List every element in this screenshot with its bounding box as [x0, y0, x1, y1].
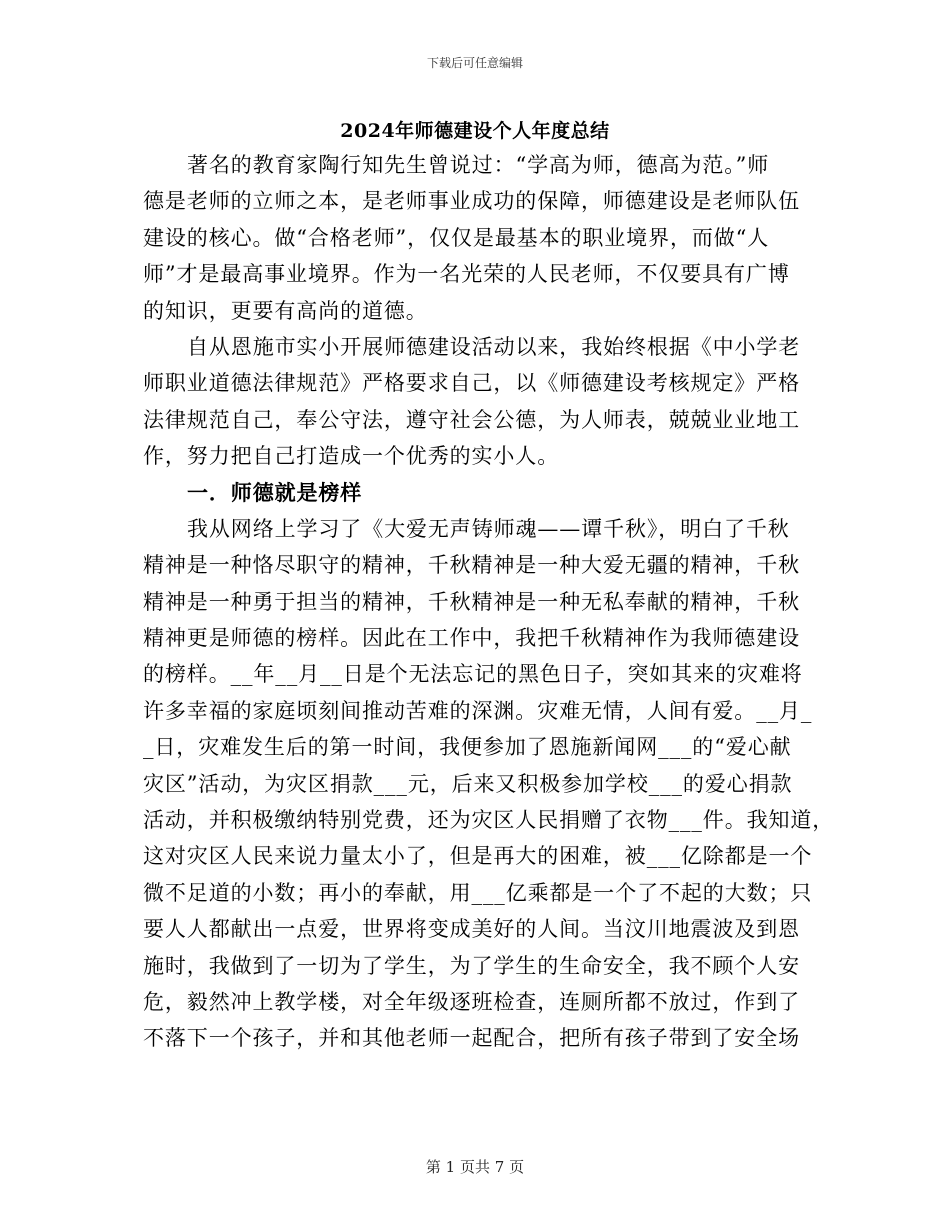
paragraph-2-line-2: 师职业道德法律规范》严格要求自己，以《师德建设考核规定》严格	[143, 371, 800, 396]
paragraph-1-line-3: 建设的核心。做“合格老师”，仅仅是最基本的职业境界，而做“人	[143, 225, 770, 250]
paragraph-3-line-8: 灾区”活动，为灾区捐款___元，后来又积极参加学校___的爱心捐款	[143, 771, 793, 796]
paragraph-1-line-4: 师”才是最高事业境界。作为一名光荣的人民老师，不仅要具有广博	[143, 262, 790, 287]
paragraph-3-line-13: 施时，我做到了一切为了学生，为了学生的生命安全，我不顾个人安	[143, 953, 800, 978]
page-footer: 第 1 页共 7 页	[425, 1158, 525, 1176]
paragraph-3-line-15: 不落下一个孩子，并和其他老师一起配合，把所有孩子带到了安全场	[143, 1026, 800, 1051]
paragraph-2-line-1: 自从恩施市实小开展师德建设活动以来，我始终根据《中小学老	[187, 334, 801, 359]
paragraph-3-line-11: 微不足道的小数；再小的奉献，用___亿乘都是一个了不起的大数；只	[143, 880, 813, 905]
section-heading: 一．师德就是榜样	[187, 479, 363, 505]
paragraph-3-line-10: 这对灾区人民来说力量太小了，但是再大的困难，被___亿除都是一个	[143, 844, 813, 869]
paragraph-3-line-2: 精神是一种恪尽职守的精神，千秋精神是一种大爱无疆的精神，千秋	[143, 553, 800, 578]
paragraph-3-line-9: 活动，并积极缴纳特别党费，还为灾区人民捐赠了衣物___件。我知道，	[143, 808, 835, 833]
header-note: 下载后可任意编辑	[426, 56, 523, 70]
paragraph-2-line-4: 作，努力把自己打造成一个优秀的实小人。	[143, 444, 560, 469]
paragraph-1-line-1: 著名的教育家陶行知先生曾说过：“学高为师，德高为范。”师	[187, 153, 770, 177]
paragraph-3-line-4: 精神更是师德的榜样。因此在工作中，我把千秋精神作为我师德建设	[143, 626, 800, 651]
document-title: 2024年师德建设个人年度总结	[340, 120, 610, 142]
paragraph-3-line-3: 精神是一种勇于担当的精神，千秋精神是一种无私奉献的精神，千秋	[143, 589, 800, 614]
paragraph-2-line-3: 法律规范自己，奉公守法，遵守社会公德，为人师表，兢兢业业地工	[143, 407, 800, 432]
paragraph-3-line-7: _日，灾难发生后的第一时间，我便参加了恩施新闻网___的“爱心献	[143, 735, 792, 760]
paragraph-3-line-12: 要人人都献出一点爱，世界将变成美好的人间。当汶川地震波及到恩	[143, 917, 800, 942]
paragraph-3-line-14: 危，毅然冲上教学楼，对全年级逐班检查，连厕所都不放过，作到了	[143, 989, 800, 1014]
paragraph-3-line-5: 的榜样。__年__月__日是个无法忘记的黑色日子，突如其来的灾难将	[143, 662, 803, 687]
paragraph-3-line-1: 我从网络上学习了《大爱无声铸师魂——谭千秋》，明白了千秋	[187, 516, 790, 541]
paragraph-1-line-2: 德是老师的立师之本，是老师事业成功的保障，师德建设是老师队伍	[143, 189, 800, 214]
document-body	[143, 147, 835, 1057]
paragraph-3-line-6: 许多幸福的家庭顷刻间推动苦难的深渊。灾难无情，人间有爱。__月_	[143, 698, 813, 723]
paragraph-1-line-5: 的知识，更要有高尚的道德。	[143, 298, 428, 323]
